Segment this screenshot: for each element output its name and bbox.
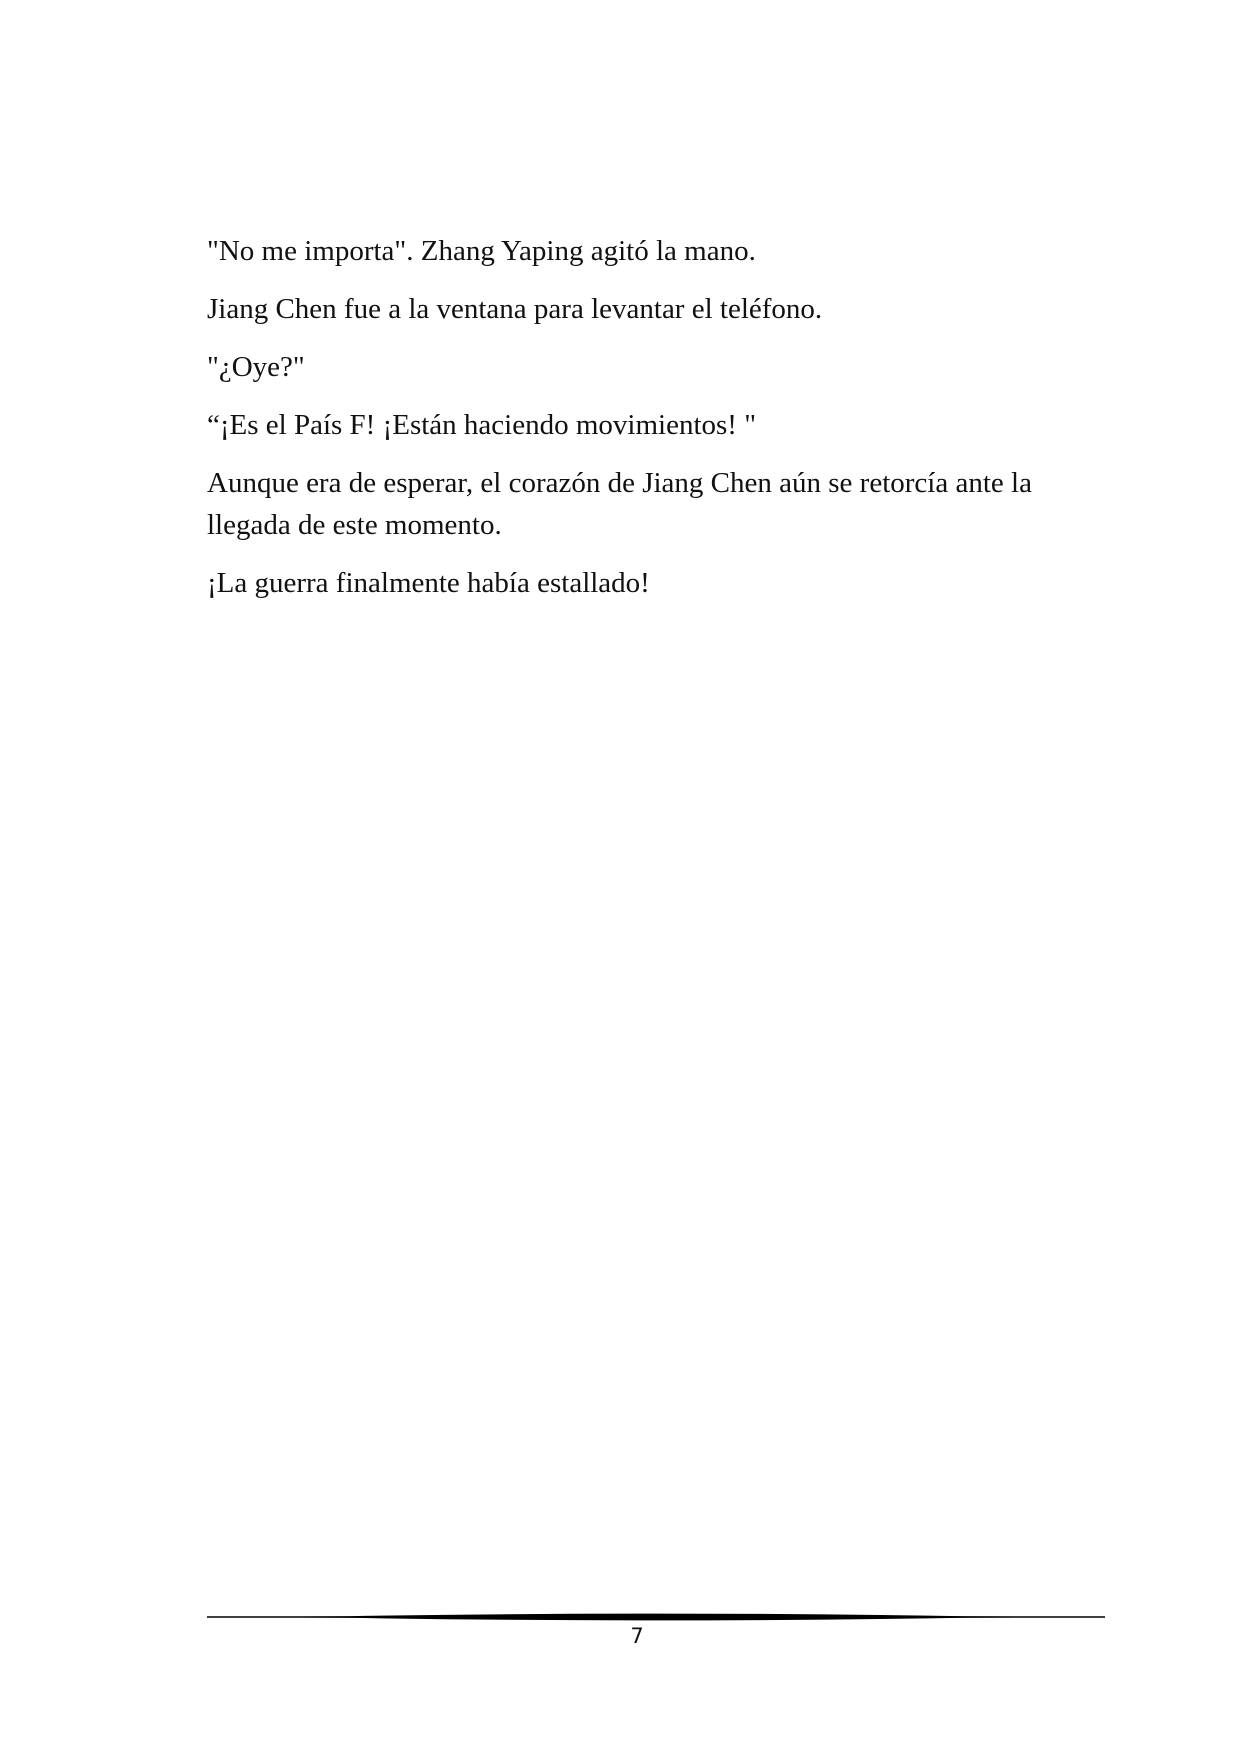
paragraph: "¿Oye?": [207, 351, 305, 383]
body-text: [207, 230, 1087, 620]
page-number: 7: [630, 1624, 644, 1648]
paragraph: "No me importa". Zhang Yaping agitó la mano.: [207, 235, 756, 267]
paragraph: Jiang Chen fue a la ventana para levantar el teléfono.: [207, 293, 823, 325]
paragraph: Aunque era de esperar, el corazón de Jiang Chen aún se retorcía ante la llegada de este momento.: [207, 467, 1032, 541]
paragraph: “¡Es el País F! ¡Están haciendo movimientos! ": [207, 409, 757, 441]
footer-rule: [207, 1610, 1105, 1624]
paragraph: ¡La guerra finalmente había estallado!: [207, 567, 650, 599]
